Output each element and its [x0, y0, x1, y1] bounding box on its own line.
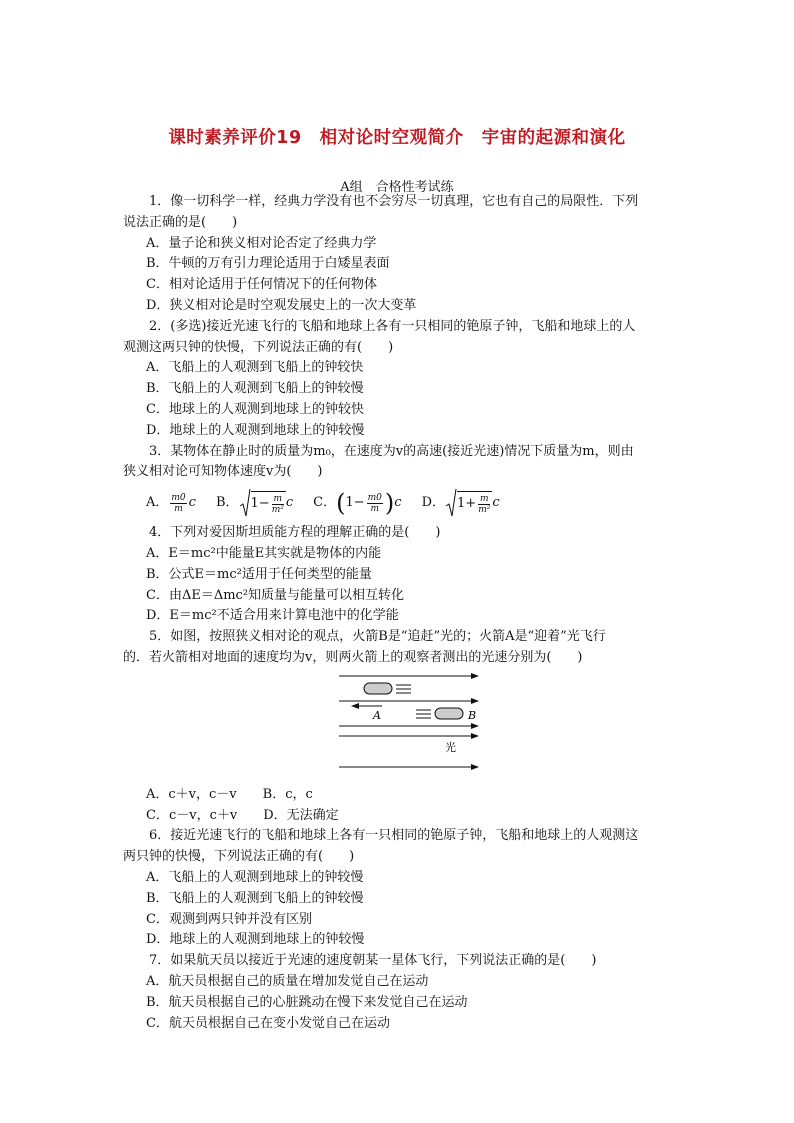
question-2-option-b: B．飞船上的人观测到飞船上的钟较慢 — [146, 381, 364, 397]
page-title: 课时素养评价19 相对论时空观简介 宇宙的起源和演化 — [168, 128, 626, 148]
speed-of-light-symbol: c — [394, 494, 402, 510]
question-2-line-2: 观测这两只钟的快慢，下列说法正确的有( ) — [123, 339, 394, 355]
question-5-line-1: 5．如图，按照狭义相对论的观点，火箭B是“追赶”光的；火箭A是“迎着”光飞行 — [149, 629, 606, 645]
denominator: m² — [478, 505, 491, 516]
question-3-option-d — [422, 488, 500, 518]
option-b-label: B． — [215, 494, 239, 510]
question-4-option-b: B．公式E＝mc²适用于任何类型的能量 — [146, 566, 372, 582]
question-1-line-2: 说法正确的是( ) — [123, 214, 238, 230]
question-5-options-row-1: A．c＋v，c－v B．c，c — [146, 786, 313, 802]
rocket-b-label: B — [468, 708, 477, 722]
sqrt-sign-icon — [445, 488, 457, 518]
question-7-line-1: 7．如果航天员以接近于光速的速度朝某一星体飞行，下列说法正确的是( ) — [149, 953, 597, 969]
question-6-option-c: C．观测到两只钟并没有区别 — [146, 911, 312, 927]
question-2-line-1: 2．(多选)接近光速飞行的飞船和地球上各有一只相同的铯原子钟，飞船和地球上的人 — [149, 318, 636, 334]
question-4-option-d: D．E＝mc²不适合用来计算电池中的化学能 — [146, 608, 399, 624]
denominator: m — [370, 503, 380, 514]
question-3-options — [123, 483, 683, 523]
question-6-option-b: B．飞船上的人观测到飞船上的钟较慢 — [146, 890, 364, 906]
question-7-option-c: C．航天员根据自己在变小发觉自己在运动 — [146, 1015, 390, 1031]
question-5-options-row-2: C．c－v，c＋v D．无法确定 — [146, 807, 339, 823]
numerator: m0 — [367, 492, 382, 503]
left-paren: ( — [336, 488, 346, 517]
rocket-light-diagram — [123, 673, 683, 779]
question-3-option-b — [216, 488, 293, 518]
question-5-line-2: 的．若火箭相对地面的速度均为v，则两火箭上的观察者测出的光速分别为( ) — [123, 649, 583, 665]
speed-of-light-symbol: c — [492, 494, 500, 510]
right-paren: ) — [384, 488, 395, 517]
fraction-m-over-m2 — [272, 494, 284, 515]
minus-sign: − — [353, 494, 365, 510]
rocket-b — [435, 708, 463, 719]
question-6-option-d: D．地球上的人观测到地球上的钟较慢 — [146, 932, 365, 948]
option-d-label: D． — [421, 494, 445, 510]
question-6-line-2: 两只钟的快慢，下列说法正确的有( ) — [123, 849, 355, 865]
question-3-line-1: 3．某物体在静止时的质量为m₀，在速度为v的高速(接近光速)情况下质量为m，则由 — [149, 443, 634, 459]
speed-of-light-symbol: c — [188, 494, 196, 510]
question-1-option-d: D．狭义相对论是时空观发展史上的一次大变革 — [146, 297, 417, 313]
question-4-option-a: A．E＝mc²中能量E其实就是物体的内能 — [146, 545, 382, 561]
question-7-option-b: B．航天员根据自己的心脏跳动在慢下来发觉自己在运动 — [146, 994, 468, 1010]
numerator: m — [479, 494, 489, 505]
question-2-option-a: A．飞船上的人观测到飞船上的钟较快 — [146, 360, 364, 376]
radicand — [251, 491, 286, 515]
question-1-option-c: C．相对论适用于任何情况下的任何物体 — [146, 277, 377, 293]
question-4-option-c: C．由ΔE＝Δmc²知质量与能量可以相互转化 — [146, 587, 405, 603]
sqrt-sign-icon — [239, 488, 251, 518]
question-2-option-d: D．地球上的人观测到地球上的钟较慢 — [146, 422, 365, 438]
one: 1 — [345, 494, 354, 510]
rocket-diagram-svg — [123, 673, 683, 779]
denominator: m — [174, 503, 183, 514]
question-1-line-1: 1．像一切科学一样，经典力学没有也不会穷尽一切真理，它也有自己的局限性．下列 — [149, 194, 639, 209]
question-1-option-b: B．牛顿的万有引力理论适用于白矮星表面 — [146, 256, 390, 272]
section-heading: A组 合格性考试练 — [340, 180, 454, 195]
question-6-option-a: A．飞船上的人观测到地球上的钟较慢 — [146, 869, 364, 885]
speed-of-light-symbol: c — [285, 494, 294, 510]
rocket-a — [364, 683, 392, 694]
fraction-m-over-m2 — [478, 494, 490, 515]
option-c-label: C． — [313, 494, 337, 510]
question-3-line-2: 狭义相对论可知物体速度v为( ) — [123, 464, 323, 480]
question-2-option-c: C．地球上的人观测到地球上的钟较快 — [146, 401, 364, 417]
question-6-line-1: 6．接近光速飞行的飞船和地球上各有一只相同的铯原子钟，飞船和地球上的人观测这 — [149, 828, 639, 844]
numerator: m0 — [171, 492, 186, 503]
radicand — [457, 491, 492, 515]
plus-sign: + — [465, 496, 477, 512]
fraction-m0-over-m — [170, 493, 186, 514]
light-label: 光 — [445, 740, 456, 754]
minus-sign: − — [258, 496, 270, 512]
one: 1 — [250, 496, 259, 512]
questions — [123, 192, 683, 1034]
denominator: m² — [271, 505, 284, 516]
question-1-option-a: A．量子论和狭义相对论否定了经典力学 — [146, 235, 377, 251]
rocket-a-label: A — [373, 708, 381, 722]
question-3-option-c — [313, 488, 402, 517]
numerator: m — [273, 494, 283, 505]
question-7-option-a: A．航天员根据自己的质量在增加发觉自己在运动 — [146, 973, 429, 989]
question-4-line-1: 4．下列对爱因斯坦质能方程的理解正确的是( ) — [149, 525, 441, 541]
question-3-option-a — [146, 493, 196, 514]
fraction-m0-over-m — [367, 493, 383, 514]
option-a-label: A． — [146, 494, 169, 510]
one: 1 — [457, 496, 466, 512]
